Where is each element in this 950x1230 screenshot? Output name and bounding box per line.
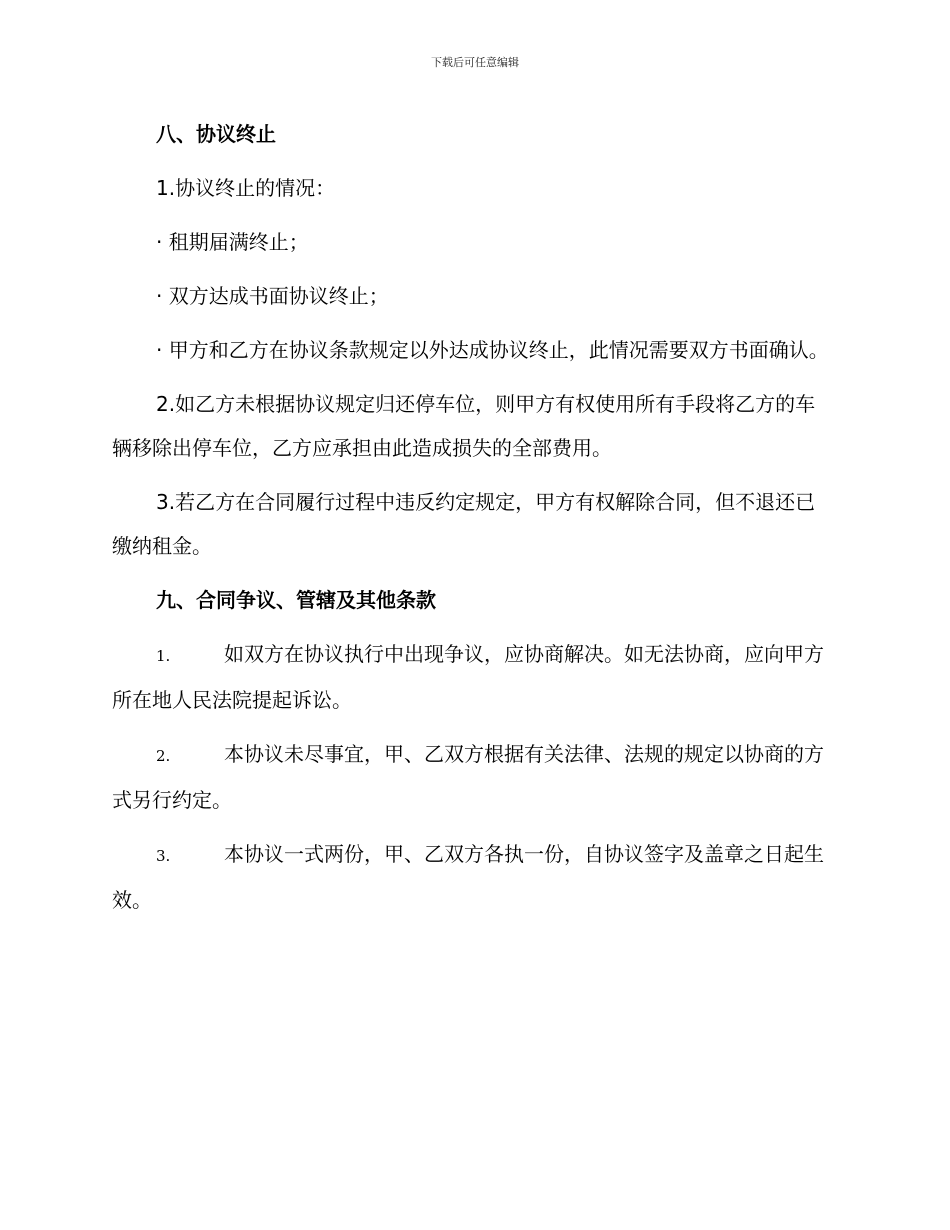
paragraph: 3.若乙方在合同履行过程中违反约定规定，甲方有权解除合同，但不退还已缴纳租金。 bbox=[112, 490, 816, 558]
item-number: 2. bbox=[156, 747, 171, 765]
paragraph: 1.协议终止的情况： bbox=[156, 176, 336, 200]
item-text: 本协议一式两份，甲、乙双方各执一份，自协议签字及盖章之日起生效。 bbox=[112, 842, 824, 912]
bullet-item: · 甲方和乙方在协议条款规定以外达成协议终止，此情况需要双方书面确认。 bbox=[156, 338, 829, 362]
numbered-item bbox=[112, 632, 834, 722]
item-number: 1. bbox=[156, 647, 171, 665]
bullet-item: · 租期届满终止； bbox=[156, 230, 309, 254]
numbered-item bbox=[112, 732, 834, 822]
section-heading-termination: 八、协议终止 bbox=[156, 122, 276, 146]
paragraph: 2.如乙方未根据协议规定归还停车位，则甲方有权使用所有手段将乙方的车辆移除出停车位，乙方应承担由此造成损失的全部费用。 bbox=[112, 392, 816, 460]
numbered-item bbox=[112, 832, 834, 922]
item-text: 本协议未尽事宜，甲、乙双方根据有关法律、法规的规定以协商的方式另行约定。 bbox=[112, 742, 824, 812]
item-number: 3. bbox=[156, 847, 171, 865]
document-body bbox=[112, 112, 834, 932]
bullet-item: · 双方达成书面协议终止； bbox=[156, 284, 389, 308]
section-heading-disputes: 九、合同争议、管辖及其他条款 bbox=[156, 588, 436, 612]
item-text: 如双方在协议执行中出现争议，应协商解决。如无法协商，应向甲方所在地人民法院提起诉讼。 bbox=[112, 642, 824, 712]
page-header: 下载后可任意编辑 bbox=[431, 56, 519, 69]
